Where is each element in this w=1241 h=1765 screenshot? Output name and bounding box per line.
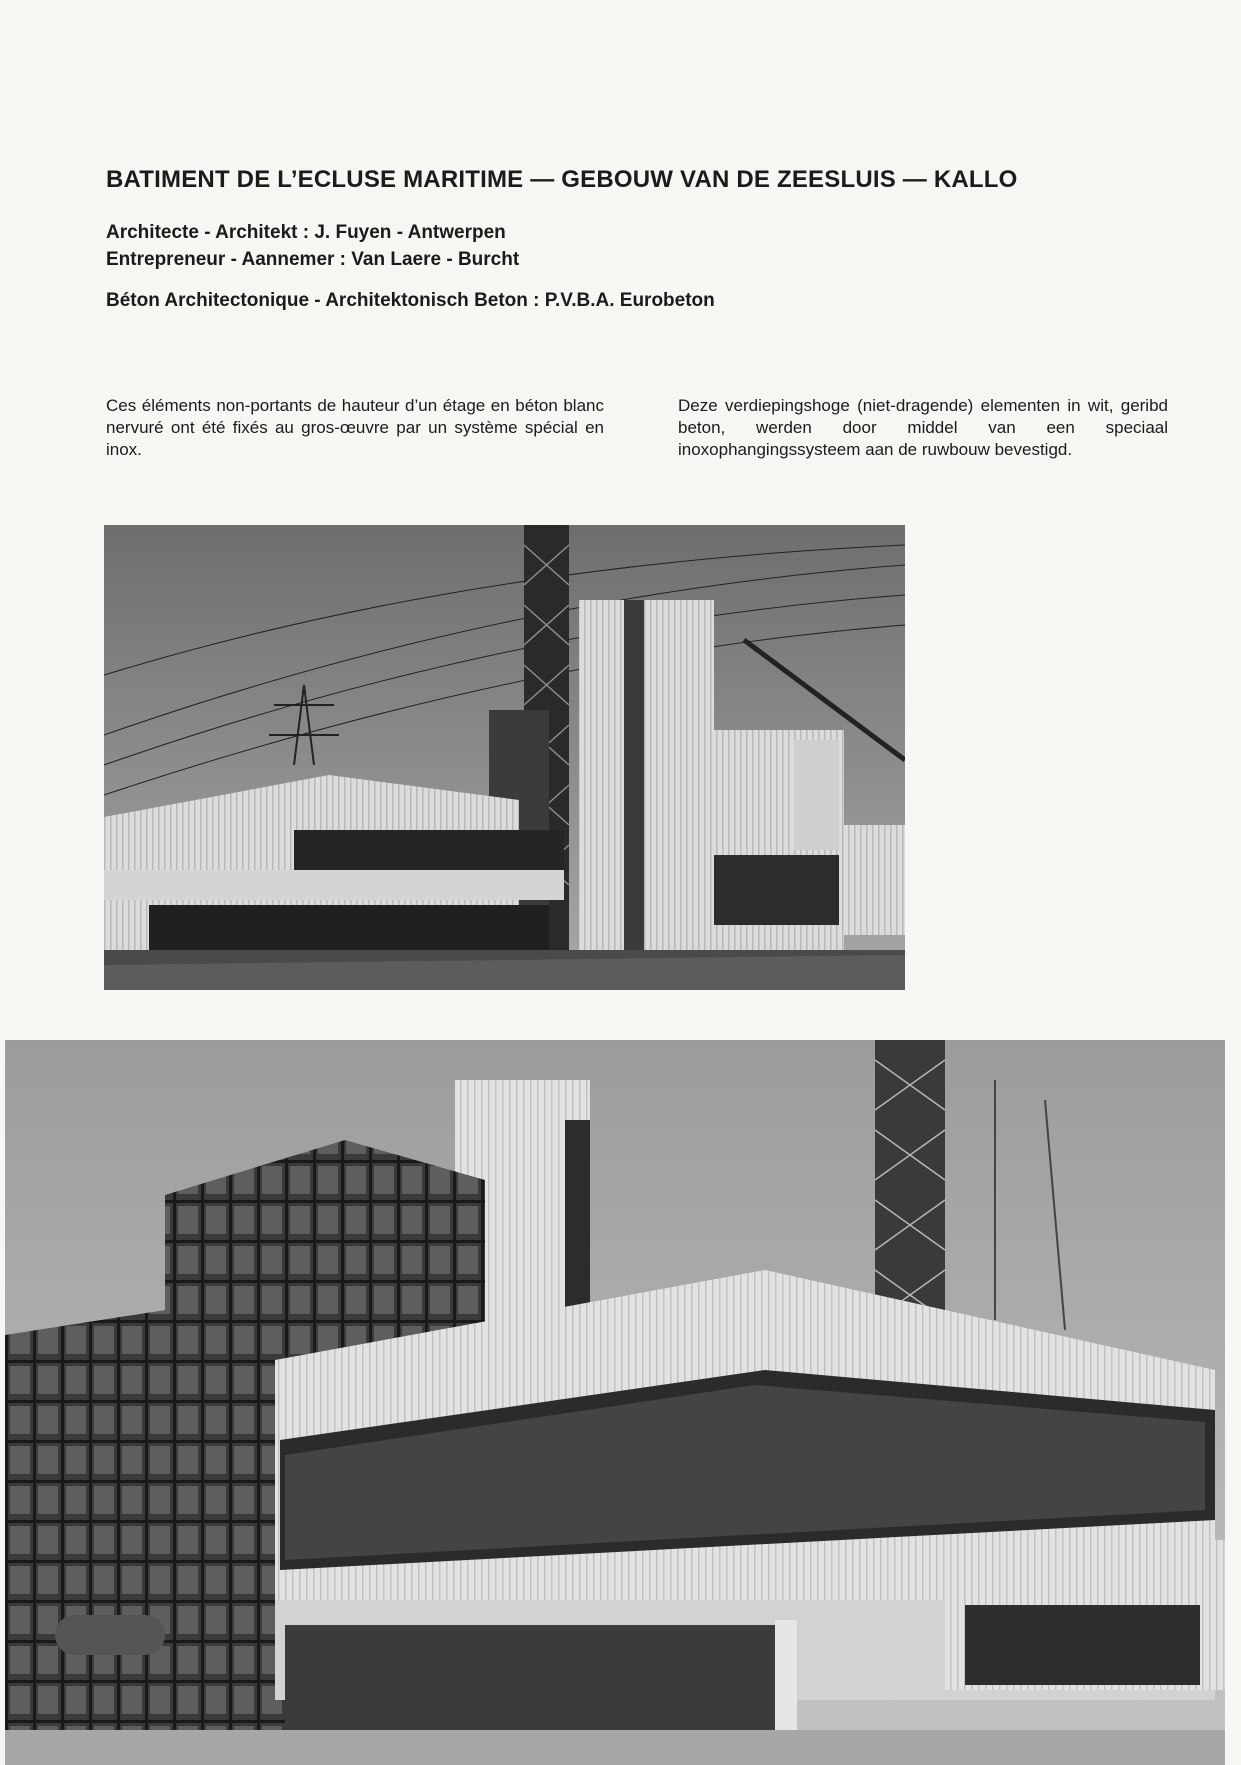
building-photo	[5, 1040, 1225, 1765]
concrete-credit: Béton Architectonique - Architektonisch Beton : P.V.B.A. Eurobeton	[106, 290, 715, 311]
construction-photo	[104, 525, 905, 990]
caption-dutch: Deze verdiepingshoge (niet-dragende) elementen in wit, geribd beton, werden door middel van een speciaal inoxophangingssysteem aan de ruwbouw bevestigd.	[678, 396, 1168, 459]
architect-credit: Architecte - Architekt : J. Fuyen - Antwerpen	[106, 222, 506, 243]
page-title: BATIMENT DE L’ECLUSE MARITIME — GEBOUW VAN DE ZEESLUIS — KALLO	[106, 166, 1018, 193]
contractor-credit: Entrepreneur - Aannemer : Van Laere - Burcht	[106, 249, 520, 270]
caption-french: Ces éléments non-portants de hauteur d’un étage en béton blanc nervuré ont été fixés au gros-œuvre par un système spécial en inox.	[106, 396, 604, 459]
